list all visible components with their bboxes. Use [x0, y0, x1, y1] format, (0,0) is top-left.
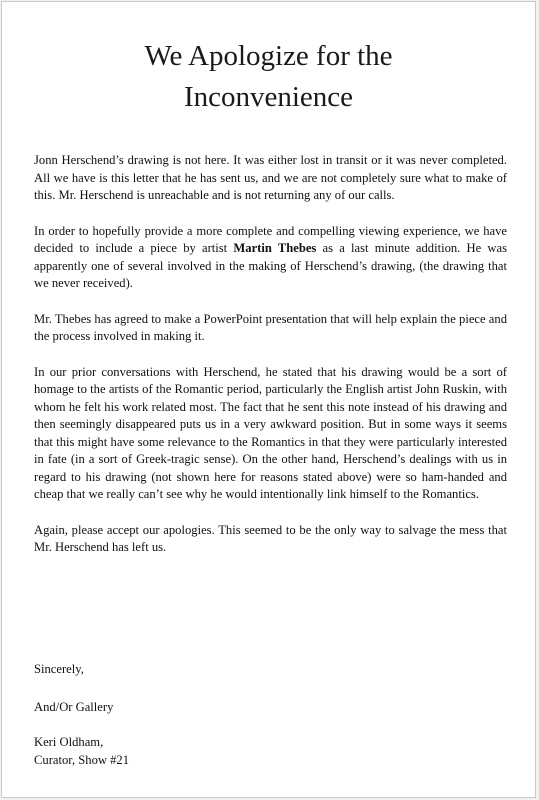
organization-name: And/Or Gallery [34, 700, 114, 714]
salutation: Sincerely, [34, 662, 84, 676]
paragraph-2-text-start: In order to hopefully provide a more complete and compelling viewing experience, we have decided to include a piece by artist [34, 223, 507, 255]
paragraph-2-text-end: as a last minute addition. He was apparently one of several involved in the making of Herschend’s drawing, (the drawing that we never received). [34, 241, 507, 290]
letter-body [34, 152, 507, 575]
letter-page [1, 1, 536, 798]
signature-block [34, 734, 129, 769]
signer-role: Curator, Show #21 [34, 752, 129, 767]
letter-title [2, 36, 535, 118]
paragraph-5: Again, please accept our apologies. This seemed to be the only way to salvage the mess that Mr. Herschend has left us. [34, 522, 507, 554]
signer-name: Keri Oldham, [34, 735, 104, 749]
paragraph-4: In our prior conversations with Herschend, he stated that his drawing would be a sort of homage to the artists of the Romantic period, particularly the English artist John Ruskin, with whom he felt his work related most. The fact that he sent this note instead of his drawing and then seemingly disappeared puts us in a very awkward position. But in some ways it seems that this might have some relevance to the Romantics in that they were particularly interested in fate (in a sort of Greek-tragic sense). On the other hand, Herschend’s dealings with us in regard to his drawing (not shown here for reasons stated above) were so ham-handed and cheap that we really can’t see why he would intentionally link himself to the Romantics. [34, 364, 507, 501]
paragraph-3: Mr. Thebes has agreed to make a PowerPoint presentation that will help explain the piece and the process involved in making it. [34, 311, 507, 343]
artist-name: Martin Thebes [233, 241, 317, 255]
title-line-2: Inconvenience [183, 81, 354, 113]
title-line-1: We Apologize for the [144, 40, 393, 72]
paragraph-2 [34, 223, 507, 293]
paragraph-1: Jonn Herschend’s drawing is not here. It was either lost in transit or it was never completed. All we have is this letter that he has sent us, and we are not completely sure what to make of this. Mr. Herschend is unreachable and is not returning any of our calls. [34, 153, 507, 202]
